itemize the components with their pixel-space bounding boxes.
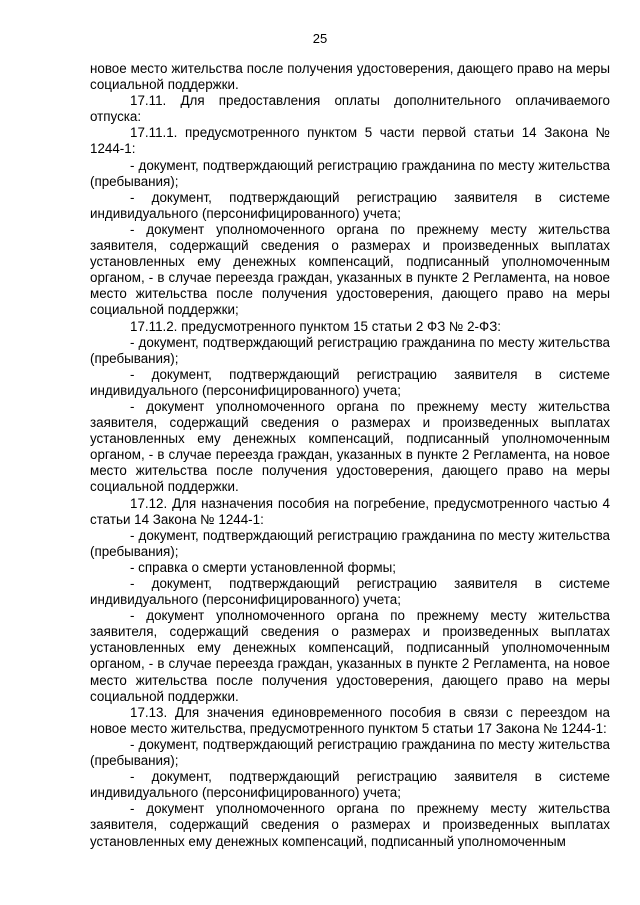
paragraph: 17.11. Для предоставления оплаты дополнительного оплачиваемого отпуска: <box>90 93 610 125</box>
paragraph: - документ, подтверждающий регистрацию заявителя в системе индивидуального (персонифицированного) учета; <box>90 769 610 801</box>
paragraph: 17.12. Для назначения пособия на погребение, предусмотренного частью 4 статьи 14 Закона № 1244-1: <box>90 495 610 527</box>
paragraph: 17.11.1. предусмотренного пунктом 5 части первой статьи 14 Закона № 1244-1: <box>90 125 610 157</box>
paragraph: - документ, подтверждающий регистрацию гражданина по месту жительства (пребывания); <box>90 157 610 189</box>
paragraph: - документ, подтверждающий регистрацию заявителя в системе индивидуального (персонифицированного) учета; <box>90 366 610 398</box>
paragraph: - справка о смерти установленной формы; <box>130 559 396 575</box>
paragraph: - документ, подтверждающий регистрацию заявителя в системе индивидуального (персонифицированного) учета; <box>90 576 610 608</box>
paragraph: - документ уполномоченного органа по прежнему месту жительства заявителя, содержащий сведения о размерах и произведенных выплатах установленных ему денежных компенсаций, подписанный уполномоченным органом, - в случае переезда граждан, указанных в пункте 2 Регламента, на новое место жительства после получения удостоверения, дающего право на меры социальной поддержки; <box>90 221 610 318</box>
paragraph: - документ, подтверждающий регистрацию гражданина по месту жительства (пребывания); <box>90 736 610 769</box>
paragraph: - документ уполномоченного органа по прежнему месту жительства заявителя, содержащий сведения о размерах и произведенных выплатах установленных ему денежных компенсаций, подписанный уполномоченным органом, - в случае переезда граждан, указанных в пункте 2 Регламента, на новое место жительства после получения удостоверения, дающего право на меры социальной поддержки. <box>90 608 610 704</box>
paragraph: - документ, подтверждающий регистрацию гражданина по месту жительства (пребывания); <box>90 334 610 366</box>
paragraph: 17.11.2. предусмотренного пунктом 15 статьи 2 ФЗ № 2-ФЗ: <box>130 318 502 334</box>
paragraph: новое место жительства после получения удостоверения, дающего право на меры социальной поддержки. <box>90 61 610 93</box>
paragraph: - документ уполномоченного органа по прежнему месту жительства заявителя, содержащий сведения о размерах и произведенных выплатах установленных ему денежных компенсаций, подписанный уполномоченным <box>90 801 610 849</box>
document-body <box>90 61 610 850</box>
paragraph: - документ уполномоченного органа по прежнему месту жительства заявителя, содержащий сведения о размерах и произведенных выплатах установленных ему денежных компенсаций, подписанный уполномоченным органом, - в случае переезда граждан, указанных в пункте 2 Регламента, на новое место жительства после получения удостоверения, дающего право на меры социальной поддержки. <box>90 398 610 495</box>
paragraph: 17.13. Для значения единовременного пособия в связи с переездом на новое место жительства, предусмотренного пунктом 5 статьи 17 Закона № 1244-1: <box>90 704 610 736</box>
paragraph: - документ, подтверждающий регистрацию гражданина по месту жительства (пребывания); <box>90 527 610 559</box>
paragraph: - документ, подтверждающий регистрацию заявителя в системе индивидуального (персонифицированного) учета; <box>90 189 610 221</box>
page-number: 25 <box>312 31 328 46</box>
